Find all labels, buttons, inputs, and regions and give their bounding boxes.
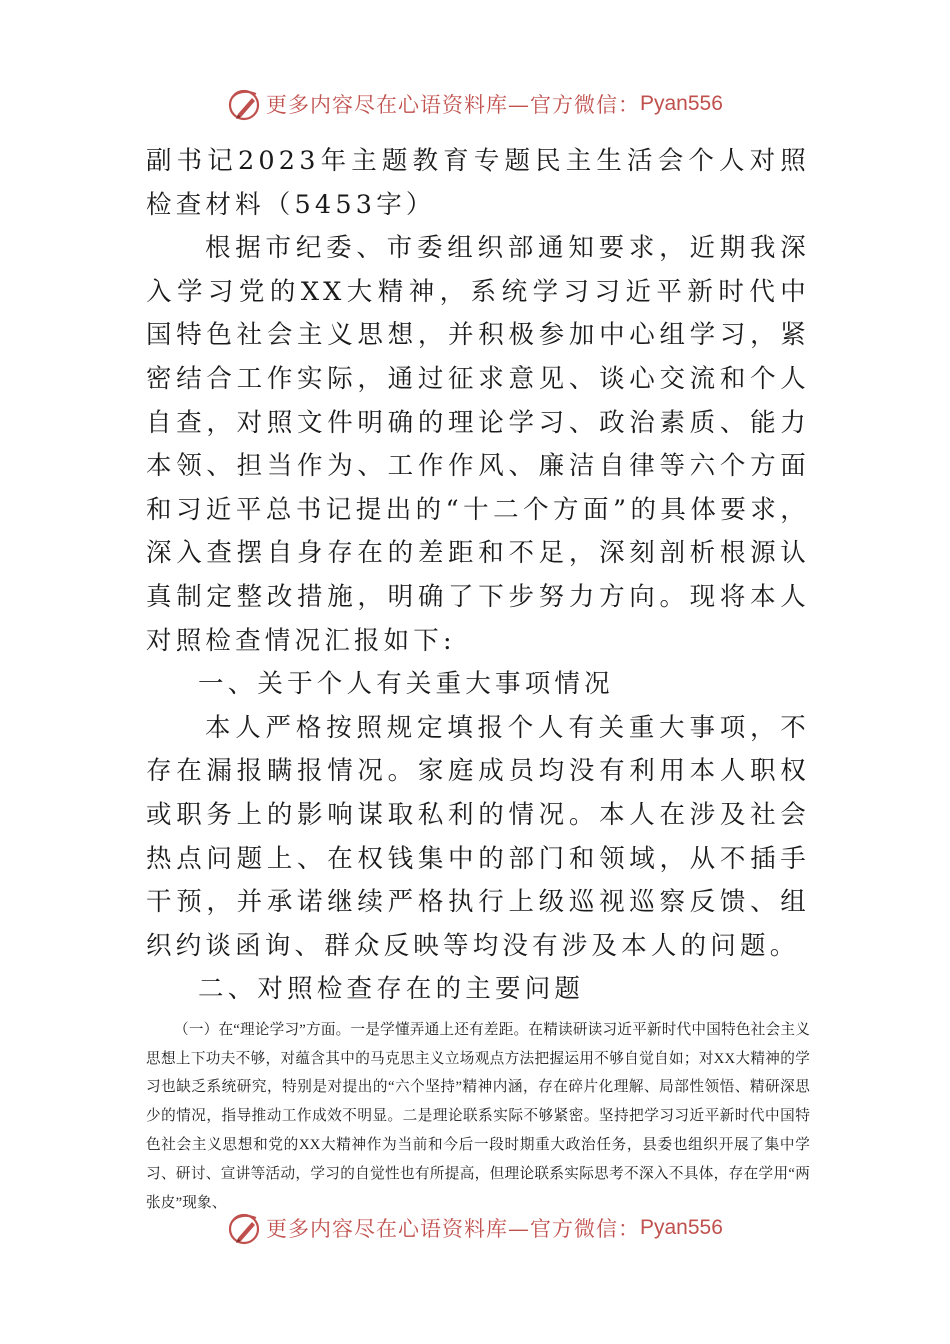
banner-text: 更多内容尽在心语资料库—官方微信： bbox=[266, 1217, 640, 1241]
footer-banner bbox=[226, 1208, 746, 1248]
section-2-subsection-1: （一）在“理论学习”方面。一是学懂弄通上还有差距。在精读研读习近平新时代中国特色社会主义思想上下功夫不够，对蕴含其中的马克思主义立场观点方法把握运用不够自觉自如；对XX大精神的学习也缺乏系统研究，特别是对提出的“六个坚持”精神内涵，存在碎片化理解、局部性领悟、精研深思少的情况，指导推动工作成效不明显。二是理论联系实际不够紧密。坚持把学习习近平新时代中国特色社会主义思想和党的XX大精神作为当前和今后一段时期重大政治任务，县委也组织开展了集中学习、研讨、宣讲等活动，学习的自觉性也有所提高，但理论联系实际思考不深入不具体，存在学用“两张皮”现象、 bbox=[146, 1021, 810, 1211]
pen-circle-logo-icon bbox=[226, 1210, 262, 1246]
document-title: 副书记2023年主题教育专题民主生活会个人对照检查材料（5453字） bbox=[146, 146, 810, 220]
pen-circle-logo-icon bbox=[226, 86, 262, 122]
section-heading-2: 二、对照检查存在的主要问题 bbox=[198, 974, 585, 1005]
document-body bbox=[146, 140, 810, 1217]
section-1-paragraph: 本人严格按照规定填报个人有关重大事项，不存在漏报瞒报情况。家庭成员均没有利用本人职权或职务上的影响谋取私利的情况。本人在涉及社会热点问题上、在权钱集中的部门和领域，从不插手干预，并承诺继续严格执行上级巡视巡察反馈、组织约谈函询、群众反映等均没有涉及本人的问题。 bbox=[146, 712, 810, 961]
banner-text: 更多内容尽在心语资料库—官方微信： bbox=[266, 93, 640, 117]
banner-wechat-id: Pyan556 bbox=[640, 92, 723, 115]
section-heading-1: 一、关于个人有关重大事项情况 bbox=[198, 669, 614, 700]
intro-paragraph: 根据市纪委、市委组织部通知要求，近期我深入学习党的XX大精神，系统学习习近平新时代中国特色社会主义思想，并积极参加中心组学习，紧密结合工作实际，通过征求意见、谈心交流和个人自查，对照文件明确的理论学习、政治素质、能力本领、担当作为、工作作风、廉洁自律等六个方面和习近平总书记提出的“十二个方面”的具体要求，深入查摆自身存在的差距和不足，深刻剖析根源认真制定整改措施，明确了下步努力方向。现将本人对照检查情况汇报如下: bbox=[146, 233, 810, 656]
banner-wechat-id: Pyan556 bbox=[640, 1216, 723, 1239]
header-banner bbox=[226, 84, 746, 124]
